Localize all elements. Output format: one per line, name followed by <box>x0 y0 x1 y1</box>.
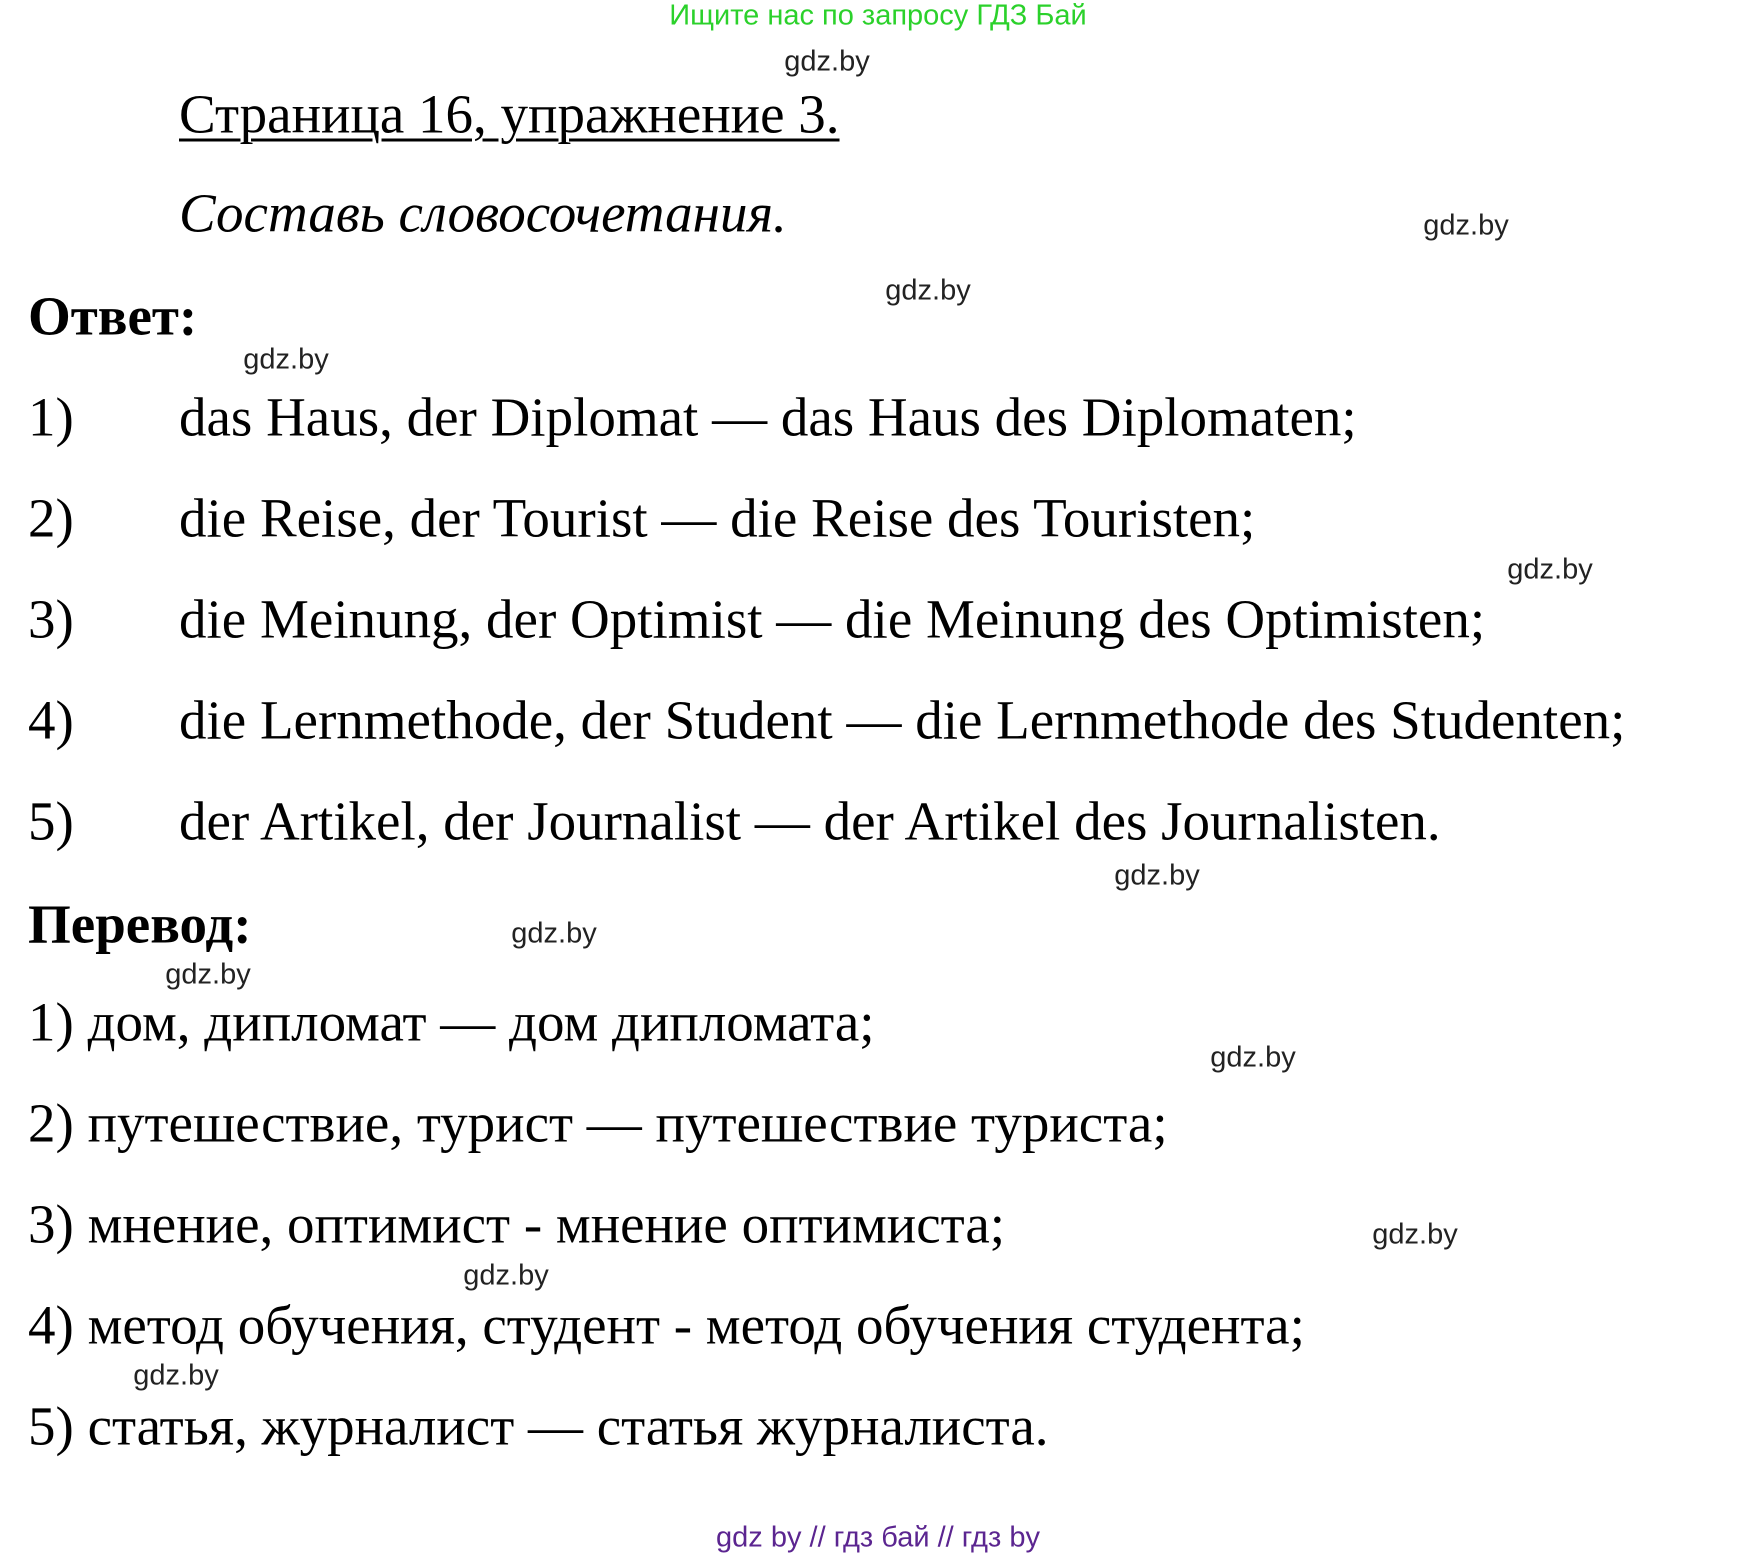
answer-text: die Reise, der Tourist — die Reise des Touristen; <box>179 487 1256 549</box>
watermark: gdz.by <box>463 1259 549 1292</box>
answer-number: 1) <box>28 386 74 448</box>
watermark: gdz.by <box>885 274 971 307</box>
answer-text: der Artikel, der Journalist — der Artikel des Journalisten. <box>179 790 1441 852</box>
answer-text: die Lernmethode, der Student — die Lernmethode des Studenten; <box>179 689 1626 751</box>
translation-line: 1) дом, дипломат — дом дипломата; <box>28 991 875 1053</box>
answer-number: 4) <box>28 689 74 751</box>
watermark: gdz.by <box>1372 1218 1458 1251</box>
answer-number: 2) <box>28 487 74 549</box>
watermark: gdz.by <box>1423 209 1509 242</box>
translation-line: 5) статья, журналист — статья журналиста. <box>28 1395 1049 1457</box>
task-instruction: Составь словосочетания. <box>179 182 787 244</box>
answer-heading: Ответ: <box>28 285 198 347</box>
answer-number: 3) <box>28 588 74 650</box>
translation-line: 3) мнение, оптимист - мнение оптимиста; <box>28 1193 1006 1255</box>
page-title: Страница 16, упражнение 3. <box>179 83 840 145</box>
watermark: gdz.by <box>784 45 870 78</box>
answer-number: 5) <box>28 790 74 852</box>
answer-text: das Haus, der Diplomat — das Haus des Diplomaten; <box>179 386 1357 448</box>
watermark: gdz.by <box>1507 553 1593 586</box>
translation-line: 2) путешествие, турист — путешествие туриста; <box>28 1092 1168 1154</box>
watermark: gdz.by <box>511 917 597 950</box>
search-banner: Ищите нас по запросу ГДЗ Бай <box>669 0 1087 32</box>
watermark: gdz.by <box>1210 1041 1296 1074</box>
watermark: gdz.by <box>165 958 251 991</box>
watermark: gdz.by <box>133 1359 219 1392</box>
watermark: gdz.by <box>243 343 329 376</box>
translation-heading: Перевод: <box>28 893 252 955</box>
translation-line: 4) метод обучения, студент - метод обучения студента; <box>28 1294 1305 1356</box>
answer-text: die Meinung, der Optimist — die Meinung des Optimisten; <box>179 588 1486 650</box>
footer-links: gdz by // гдз бай // гдз by <box>716 1521 1040 1554</box>
watermark: gdz.by <box>1114 859 1200 892</box>
